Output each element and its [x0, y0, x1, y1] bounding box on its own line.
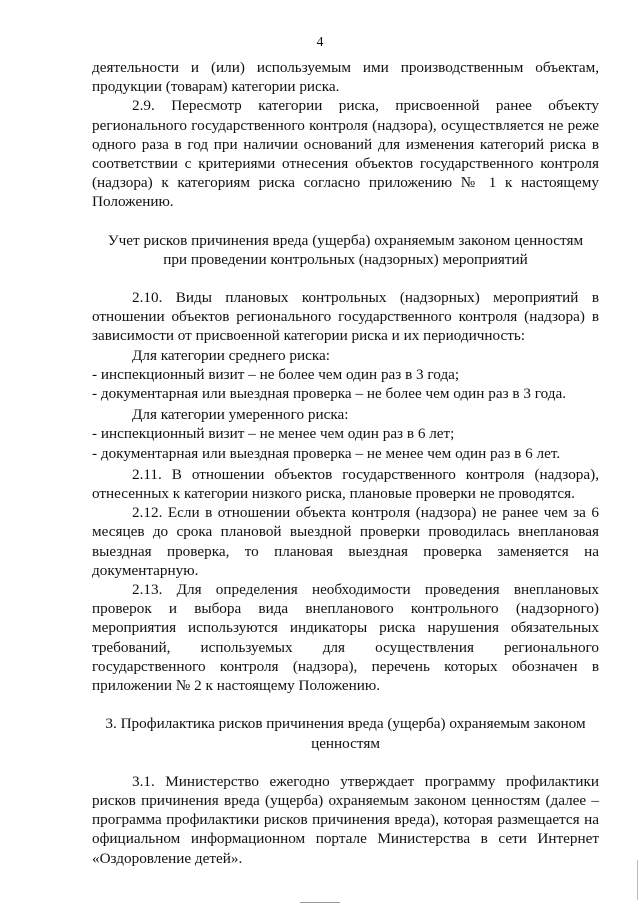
paragraph-3-1: 3.1. Министерство ежегодно утверждает программу профилактики рисков причинения вреда (ущерба) охраняемым законом ценностям (далее – программа профилактики рисков причинения вреда), которая размещается на официальном информационном портале Министерства в сети Интернет «Оздоровление детей». [92, 772, 599, 867]
medium-risk-label: Для категории среднего риска: [132, 346, 330, 364]
paragraph-2-13: 2.13. Для определения необходимости проведения внеплановых проверок и выбора вида внепланового контрольного (надзорного) мероприятия используются индикаторы риска нарушения обязательных требований, используемых для осуществления регионального государственного контроля (надзора), перечень которых обозначен в приложении № 2 к настоящему Положению. [92, 581, 599, 695]
moderate-risk-item-1: - инспекционный визит – не менее чем один раз в 6 лет; [92, 425, 455, 443]
paragraph-2-11: 2.11. В отношении объектов государственного контроля (надзора), отнесенных к категории низкого риска, плановые проверки не проводятся. [92, 465, 599, 503]
paragraph-2-9: 2.9. Пересмотр категории риска, присвоенной ранее объекту регионального государственного контроля (надзора), осуществляется не реже одного раза в год при наличии оснований для изменения категорий риска в соответствии с критериями отнесения объектов государственного контроля (надзора) к категориям риска согласно приложению № 1 к настоящему Положению. [92, 97, 599, 211]
paragraph-2-10: 2.10. Виды плановых контрольных (надзорных) мероприятий в отношении объектов регионального государственного контроля (надзора) в зависимости от присвоенной категории риска и их периодичность: [92, 289, 599, 345]
document-body [92, 58, 599, 868]
medium-risk-item-2: - документарная или выездная проверка – не более чем один раз в 3 года. [92, 385, 566, 403]
paragraph-2-12: 2.12. Если в отношении объекта контроля (надзора) не ранее чем за 6 месяцев до срока плановой выездной проверки проводилась внеплановая выездная проверка, то плановая выездная проверка заменяется на документарную. [92, 504, 599, 579]
medium-risk-item-1: - инспекционный визит – не более чем один раз в 3 года; [92, 365, 460, 383]
section-heading-risk-accounting: Учет рисков причинения вреда (ущерба) охраняемым законом ценностям при проведении контрольных (надзорных) мероприятий [107, 231, 584, 268]
section-heading-3-prevention: 3. Профилактика рисков причинения вреда (ущерба) охраняемым законом ценностям [105, 715, 586, 752]
scan-edge-mark [634, 860, 638, 900]
paragraph-continuation: деятельности и (или) используемым ими производственным объектам, продукции (товарам) категории риска. [92, 59, 599, 96]
moderate-risk-label: Для категории умеренного риска: [132, 406, 349, 424]
page-number: 4 [316, 35, 324, 50]
scan-bottom-mark [300, 902, 340, 903]
moderate-risk-item-2: - документарная или выездная проверка – не менее чем один раз в 6 лет. [92, 444, 561, 462]
